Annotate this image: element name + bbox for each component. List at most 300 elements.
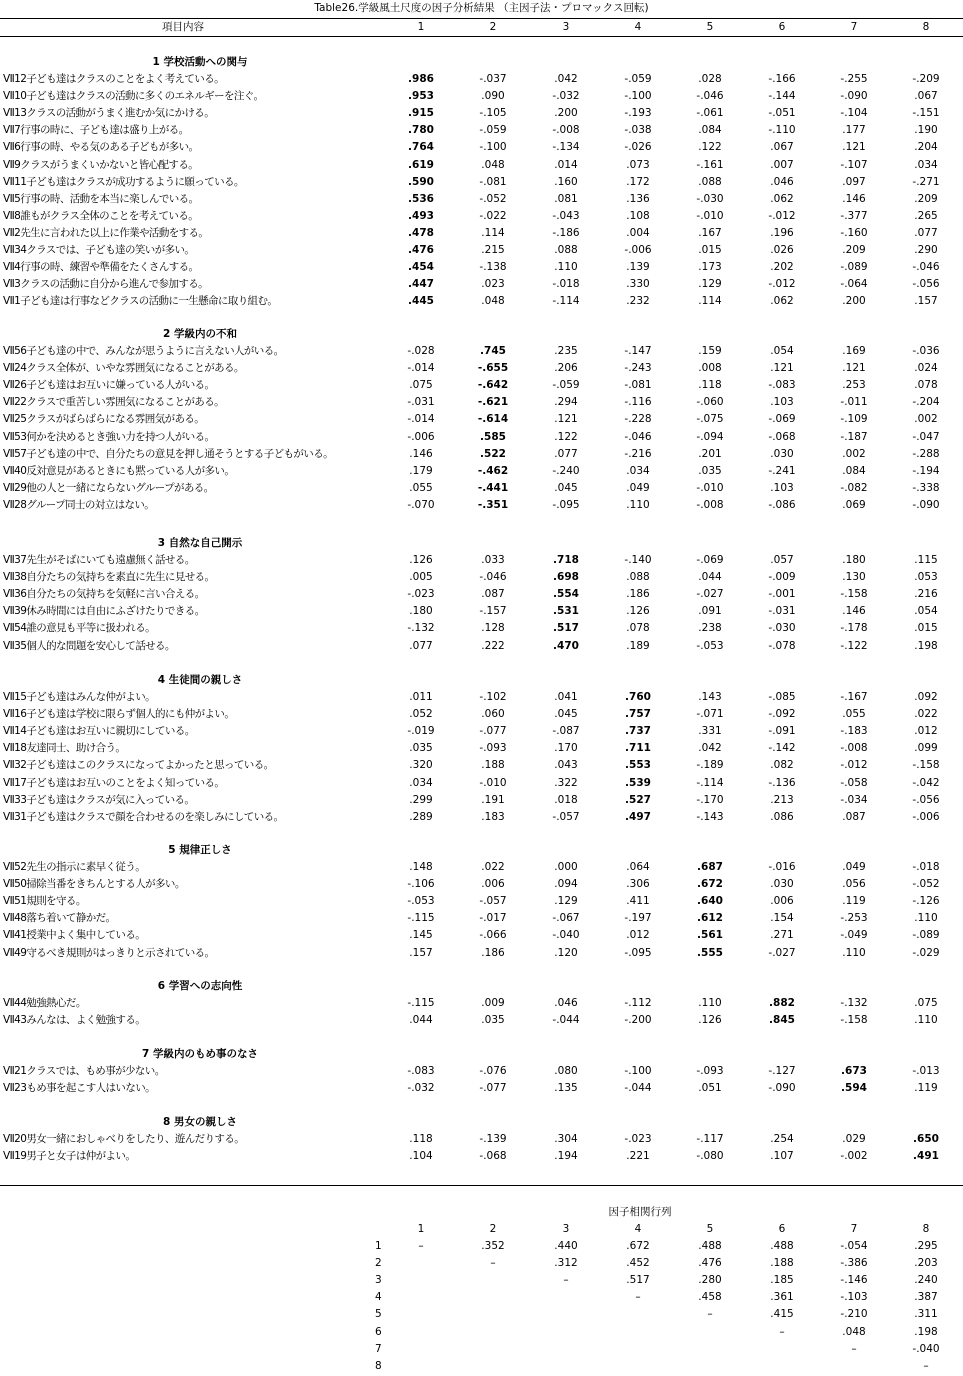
- loading-value: .154: [770, 912, 794, 925]
- correlation-value: .361: [770, 1291, 794, 1304]
- table-row: [0, 638, 963, 655]
- loading-value: .057: [770, 554, 794, 566]
- loading-value: .049: [626, 481, 650, 494]
- item-label: Ⅶ1子ども達は行事などクラスの活動に一生懸命に取り組む。: [3, 295, 278, 308]
- loading-value: -.051: [768, 107, 796, 120]
- correlation-value: -.054: [840, 1240, 868, 1252]
- loading-value: .090: [481, 90, 505, 103]
- loading-value: .080: [554, 1065, 578, 1077]
- correlation-value: [680, 1324, 740, 1341]
- loading-value: -.127: [768, 1065, 796, 1077]
- table-row: [0, 411, 963, 428]
- loading-value: .034: [914, 158, 938, 171]
- loading-value: .002: [842, 447, 866, 460]
- loading-value: -.193: [624, 107, 652, 120]
- correlation-row: [0, 1358, 963, 1375]
- correlation-row: [0, 1324, 963, 1341]
- loading-value: .033: [481, 554, 505, 566]
- loading-value: -.006: [407, 430, 435, 443]
- correlation-row: [0, 1289, 963, 1306]
- loading-value: -.019: [407, 725, 435, 738]
- table-row: [0, 242, 963, 259]
- loading-value: -.071: [696, 708, 724, 721]
- item-label: Ⅶ48落ち着いて静かだ。: [3, 912, 116, 925]
- loading-value: .536: [408, 192, 434, 205]
- loading-value: .045: [554, 481, 578, 494]
- loading-value: .088: [698, 175, 722, 188]
- correlation-value: [608, 1306, 668, 1323]
- correlation-value: [391, 1341, 451, 1358]
- item-label: Ⅶ40反対意見があるときにも黙っている人が多い。: [3, 464, 235, 477]
- loading-value: -.076: [479, 1065, 507, 1077]
- loading-value: .035: [409, 742, 433, 755]
- loading-value: -.189: [696, 759, 724, 772]
- correlation-value: .048: [842, 1325, 866, 1338]
- loading-value: -.075: [696, 413, 724, 426]
- item-label: Ⅶ5行事の時、活動を本当に楽しんでいる。: [3, 192, 199, 205]
- loading-value: .145: [409, 929, 433, 942]
- loading-value: .201: [698, 447, 722, 460]
- correlation-row-label: 3: [375, 1274, 382, 1287]
- loading-value: .062: [770, 295, 794, 308]
- table-row: [0, 723, 963, 740]
- table-row: [0, 620, 963, 637]
- loading-value: .194: [554, 1150, 578, 1163]
- loading-value: .069: [842, 498, 866, 511]
- loading-value: .128: [481, 622, 505, 635]
- loading-value: -.107: [840, 158, 868, 171]
- loading-value: -.046: [912, 261, 940, 274]
- correlation-value: –: [923, 1359, 929, 1372]
- loading-value: .129: [698, 278, 722, 291]
- loading-value: -.102: [479, 691, 507, 703]
- loading-value: .491: [913, 1150, 939, 1163]
- correlation-value: .387: [914, 1291, 938, 1304]
- loading-value: -.014: [407, 362, 435, 375]
- loading-value: .060: [481, 708, 505, 721]
- loading-value: .673: [841, 1065, 867, 1077]
- loading-value: .110: [698, 997, 722, 1009]
- loading-value: -.090: [768, 1082, 796, 1095]
- correlation-row: [0, 1255, 963, 1272]
- loading-value: .044: [409, 1014, 433, 1027]
- correlation-row-label: 5: [375, 1308, 382, 1321]
- loading-value: -.031: [768, 605, 796, 618]
- loading-value: .299: [409, 793, 433, 806]
- correlation-column-label: 4: [634, 1223, 642, 1235]
- item-label: Ⅶ39休み時間には自由にふざけたりできる。: [3, 605, 205, 618]
- correlation-value: –: [490, 1257, 496, 1270]
- loading-value: .082: [770, 759, 794, 772]
- loading-value: .470: [553, 639, 579, 652]
- loading-value: -.057: [552, 810, 580, 823]
- loading-value: .014: [554, 158, 578, 171]
- loading-value: .304: [554, 1133, 578, 1145]
- loading-value: -.126: [912, 895, 940, 908]
- loading-value: -.147: [624, 345, 652, 357]
- loading-value: .454: [408, 261, 434, 274]
- loading-value: .042: [554, 73, 578, 85]
- loading-value: -.157: [479, 605, 507, 618]
- loading-value: -.047: [912, 430, 940, 443]
- loading-value: .030: [770, 447, 794, 460]
- loading-value: .271: [770, 929, 794, 942]
- loading-value: .042: [698, 742, 722, 755]
- loading-value: .232: [626, 295, 650, 308]
- loading-value: -.462: [477, 464, 509, 477]
- loading-value: .043: [554, 759, 578, 772]
- loading-value: .081: [554, 192, 578, 205]
- loading-value: -.140: [624, 554, 652, 566]
- item-label: Ⅶ18友達同士、助け合う。: [3, 742, 126, 755]
- item-label: Ⅶ24クラス全体が、いやな雰囲気になることがある。: [3, 362, 244, 375]
- correlation-value: [536, 1306, 596, 1323]
- loading-value: .330: [626, 278, 650, 291]
- correlation-value: [391, 1272, 451, 1289]
- loading-value: -.010: [696, 209, 724, 222]
- loading-value: -.117: [696, 1133, 724, 1145]
- loading-value: .672: [697, 878, 723, 891]
- loading-value: -.614: [477, 413, 509, 426]
- correlation-value: [463, 1358, 523, 1375]
- loading-value: -.014: [407, 413, 435, 426]
- item-label: Ⅶ3クラスの活動に自分から進んで参加する。: [3, 278, 209, 291]
- loading-value: -.016: [768, 861, 796, 873]
- loading-value: -.002: [840, 1150, 868, 1163]
- loading-value: .555: [697, 946, 723, 959]
- loading-value: -.087: [552, 725, 580, 738]
- loading-value: -.209: [912, 73, 940, 85]
- table-row: [0, 225, 963, 242]
- section-heading: 7 学級内のもめ事のなさ: [142, 1048, 258, 1060]
- loading-value: -.241: [768, 464, 796, 477]
- correlation-row-label: 7: [375, 1342, 382, 1355]
- item-label: Ⅶ38自分たちの気持ちを素直に先生に見せる。: [3, 571, 215, 584]
- loading-value: .054: [914, 605, 938, 618]
- correlation-column-label: 7: [850, 1223, 858, 1235]
- loading-value: .048: [481, 295, 505, 308]
- loading-value: -.160: [840, 226, 868, 239]
- loading-value: .012: [914, 725, 938, 738]
- loading-value: .213: [770, 793, 794, 806]
- loading-value: .062: [770, 192, 794, 205]
- loading-value: .146: [842, 605, 866, 618]
- factor-column-header: 1: [417, 21, 425, 33]
- loading-value: -.010: [696, 481, 724, 494]
- table-row: [0, 1148, 963, 1165]
- loading-value: -.038: [624, 124, 652, 137]
- correlation-value: .240: [914, 1274, 938, 1287]
- section-heading: 4 生徒間の親しさ: [157, 674, 243, 686]
- loading-value: .135: [554, 1082, 578, 1095]
- loading-value: .986: [408, 73, 434, 85]
- item-label: Ⅶ54誰の意見も平等に扱われる。: [3, 622, 156, 635]
- table-row: [0, 497, 963, 514]
- table-row: [0, 139, 963, 156]
- loading-value: -.089: [912, 929, 940, 942]
- correlation-value: –: [779, 1325, 785, 1338]
- loading-value: .953: [408, 90, 434, 103]
- loading-value: .183: [481, 810, 505, 823]
- item-label: Ⅶ29他の人と一緒にならないグループがある。: [3, 481, 214, 494]
- table-row: [0, 995, 963, 1012]
- loading-value: -.049: [840, 929, 868, 942]
- loading-value: -.100: [479, 141, 507, 154]
- loading-value: -.122: [840, 639, 868, 652]
- table-row: [0, 603, 963, 620]
- correlation-row: [0, 1238, 963, 1255]
- loading-value: .119: [842, 895, 866, 908]
- loading-value: .148: [409, 861, 433, 873]
- loading-value: .002: [914, 413, 938, 426]
- correlation-row-label: 8: [375, 1359, 382, 1372]
- loading-value: .157: [409, 946, 433, 959]
- loading-value: .167: [698, 226, 722, 239]
- correlation-value: .488: [770, 1240, 794, 1252]
- loading-value: .118: [698, 379, 722, 392]
- loading-value: .687: [697, 861, 723, 873]
- item-label: Ⅶ50掃除当番をきちんとする人が多い。: [3, 878, 185, 891]
- loading-value: -.204: [912, 396, 940, 409]
- loading-value: .110: [554, 261, 578, 274]
- loading-value: -.023: [624, 1133, 652, 1145]
- item-label: Ⅶ8誰もがクラス全体のことを考えている。: [3, 209, 199, 222]
- table-row: [0, 429, 963, 446]
- loading-value: .204: [914, 141, 938, 154]
- loading-value: .035: [481, 1014, 505, 1027]
- loading-value: .046: [554, 997, 578, 1009]
- loading-value: -.095: [552, 498, 580, 511]
- loading-value: .320: [409, 759, 433, 772]
- factor-column-header: 6: [778, 21, 786, 33]
- loading-value: -.018: [912, 861, 940, 873]
- loading-value: .092: [914, 691, 938, 703]
- table-row: [0, 122, 963, 139]
- loading-value: .640: [697, 895, 723, 908]
- loading-value: .172: [626, 175, 650, 188]
- loading-value: .110: [842, 946, 866, 959]
- table-row: [0, 343, 963, 360]
- loading-value: -.100: [624, 1065, 652, 1077]
- item-label: Ⅶ52先生の指示に素早く従う。: [3, 861, 146, 873]
- correlation-value: -.103: [840, 1291, 868, 1304]
- table-row: [0, 706, 963, 723]
- factor-column-header: 5: [706, 21, 714, 33]
- header-row: [0, 19, 963, 36]
- loading-value: .121: [554, 413, 578, 426]
- correlation-value: .198: [914, 1325, 938, 1338]
- loading-value: .086: [770, 810, 794, 823]
- table-row: [0, 1012, 963, 1029]
- loading-value: .018: [554, 793, 578, 806]
- loading-value: -.115: [407, 912, 435, 925]
- loading-value: .845: [769, 1014, 795, 1027]
- loading-value: .289: [409, 810, 433, 823]
- correlation-value: [608, 1358, 668, 1375]
- factor-column-header: 7: [850, 21, 858, 33]
- loading-value: .180: [409, 605, 433, 618]
- loading-value: -.067: [552, 912, 580, 925]
- item-label: Ⅶ43みんなは、よく勉強する。: [3, 1014, 146, 1027]
- item-label: Ⅶ19男子と女子は仲がよい。: [3, 1150, 136, 1163]
- correlation-title: 因子相関行列: [608, 1206, 672, 1218]
- loading-value: -.085: [768, 691, 796, 703]
- loading-value: -.187: [840, 430, 868, 443]
- loading-value: .110: [914, 1014, 938, 1027]
- table-row: [0, 88, 963, 105]
- loading-value: -.655: [477, 362, 509, 375]
- loading-value: .030: [770, 878, 794, 891]
- loading-value: -.083: [768, 379, 796, 392]
- loading-value: -.028: [407, 345, 435, 357]
- loading-value: .000: [554, 861, 578, 873]
- loading-value: -.077: [479, 1082, 507, 1095]
- table-row: [0, 1063, 963, 1080]
- table-row: [0, 740, 963, 757]
- loading-value: .143: [698, 691, 722, 703]
- item-label: Ⅶ22クラスで重苦しい雰囲気になることがある。: [3, 396, 225, 409]
- correlation-value: .185: [770, 1274, 794, 1287]
- loading-value: .522: [480, 447, 506, 460]
- loading-value: -.032: [552, 90, 580, 103]
- item-label: Ⅶ2先生に言われた以上に作業や活動をする。: [3, 226, 209, 239]
- loading-value: .253: [842, 379, 866, 392]
- loading-value: .015: [698, 244, 722, 256]
- loading-value: .121: [842, 141, 866, 154]
- loading-value: .008: [698, 362, 722, 375]
- section-heading: 2 学級内の不和: [163, 328, 237, 340]
- table-row: [0, 208, 963, 225]
- loading-value: .023: [481, 278, 505, 291]
- loading-value: -.178: [840, 622, 868, 635]
- correlation-value: [752, 1358, 812, 1375]
- loading-value: .011: [409, 691, 433, 703]
- correlation-value: [463, 1306, 523, 1323]
- correlation-value: [752, 1341, 812, 1358]
- loading-value: -.090: [840, 90, 868, 103]
- loading-value: .048: [481, 158, 505, 171]
- table-row: [0, 1080, 963, 1097]
- loading-value: .022: [481, 861, 505, 873]
- item-label: Ⅶ12子ども達はクラスのことをよく考えている。: [3, 73, 225, 85]
- table-row: [0, 293, 963, 310]
- table-row: [0, 1131, 963, 1148]
- table-row: [0, 689, 963, 706]
- table-row: [0, 259, 963, 276]
- section-heading: 1 学校活動への関与: [152, 56, 248, 68]
- loading-value: .055: [409, 481, 433, 494]
- loading-value: .126: [626, 605, 650, 618]
- correlation-value: .517: [626, 1274, 650, 1287]
- table-row: [0, 859, 963, 876]
- item-label: Ⅶ9クラスがうまくいかないと皆心配する。: [3, 158, 199, 171]
- item-label: Ⅶ13クラスの活動がうまく進むか気にかける。: [3, 107, 215, 120]
- loading-value: .180: [842, 554, 866, 566]
- loading-value: .539: [625, 776, 651, 789]
- loading-value: -.077: [479, 725, 507, 738]
- correlation-value: [391, 1358, 451, 1375]
- loading-value: -.023: [407, 588, 435, 601]
- table-row: [0, 775, 963, 792]
- item-label: Ⅶ57子ども達の中で、自分たちの意見を押し通そうとする子どもがいる。: [3, 447, 334, 460]
- loading-value: .718: [553, 554, 579, 566]
- loading-value: .049: [842, 861, 866, 873]
- loading-value: -.132: [407, 622, 435, 635]
- correlation-column-label: 5: [706, 1223, 714, 1235]
- correlation-value: [680, 1341, 740, 1358]
- loading-value: .196: [770, 226, 794, 239]
- loading-value: .757: [625, 708, 651, 721]
- factor-column-header: 8: [922, 21, 930, 33]
- loading-value: .186: [626, 588, 650, 601]
- loading-value: .099: [914, 742, 938, 755]
- loading-value: .169: [842, 345, 866, 357]
- loading-value: .553: [625, 759, 651, 772]
- loading-value: -.109: [840, 413, 868, 426]
- correlation-value: [463, 1289, 523, 1306]
- loading-value: -.110: [768, 124, 796, 137]
- loading-value: .108: [626, 209, 650, 222]
- loading-value: .238: [698, 622, 722, 635]
- item-label: Ⅶ35個人的な問題を安心して話せる。: [3, 639, 175, 652]
- loading-value: .698: [553, 571, 579, 584]
- correlation-value: [680, 1358, 740, 1375]
- loading-value: .046: [770, 175, 794, 188]
- loading-value: -.042: [912, 776, 940, 789]
- loading-value: -.046: [624, 430, 652, 443]
- loading-value: -.012: [840, 759, 868, 772]
- loading-value: .053: [914, 571, 938, 584]
- loading-value: .051: [698, 1082, 722, 1095]
- loading-value: -.271: [912, 175, 940, 188]
- loading-value: -.060: [696, 396, 724, 409]
- loading-value: -.094: [696, 430, 724, 443]
- loading-value: -.158: [840, 1014, 868, 1027]
- loading-value: .445: [408, 295, 434, 308]
- item-label: Ⅶ53何かを決めるとき強い力を持つ人がいる。: [3, 430, 215, 443]
- table-title: Table26.学級風土尺度の因子分析結果 （主因子法・プロマックス回転): [314, 2, 649, 14]
- correlation-value: -.146: [840, 1274, 868, 1287]
- loading-value: -.027: [768, 946, 796, 959]
- loading-value: -.044: [624, 1082, 652, 1095]
- loading-value: -.086: [768, 498, 796, 511]
- header-bottom-rule: [0, 36, 963, 37]
- loading-value: -.144: [768, 90, 796, 103]
- table-row: [0, 174, 963, 191]
- correlation-value: [391, 1324, 451, 1341]
- loading-value: .119: [914, 1082, 938, 1095]
- loading-value: .005: [409, 571, 433, 584]
- loading-value: -.642: [477, 379, 509, 392]
- correlation-value: [608, 1324, 668, 1341]
- loading-value: -.083: [407, 1065, 435, 1077]
- loading-value: .022: [914, 708, 938, 721]
- loading-value: -.142: [768, 742, 796, 755]
- correlation-column-label: 3: [562, 1223, 570, 1235]
- loading-value: -.012: [768, 278, 796, 291]
- table-row: [0, 71, 963, 88]
- correlation-value: [463, 1324, 523, 1341]
- loading-value: -.081: [479, 175, 507, 188]
- loading-value: -.068: [479, 1150, 507, 1163]
- loading-value: -.043: [552, 209, 580, 222]
- loading-value: -.061: [696, 107, 724, 120]
- loading-value: -.008: [696, 498, 724, 511]
- loading-value: .015: [914, 622, 938, 635]
- correlation-value: .352: [481, 1240, 505, 1252]
- item-label: Ⅶ28グループ同士の対立はない。: [3, 498, 155, 511]
- table-row: [0, 757, 963, 774]
